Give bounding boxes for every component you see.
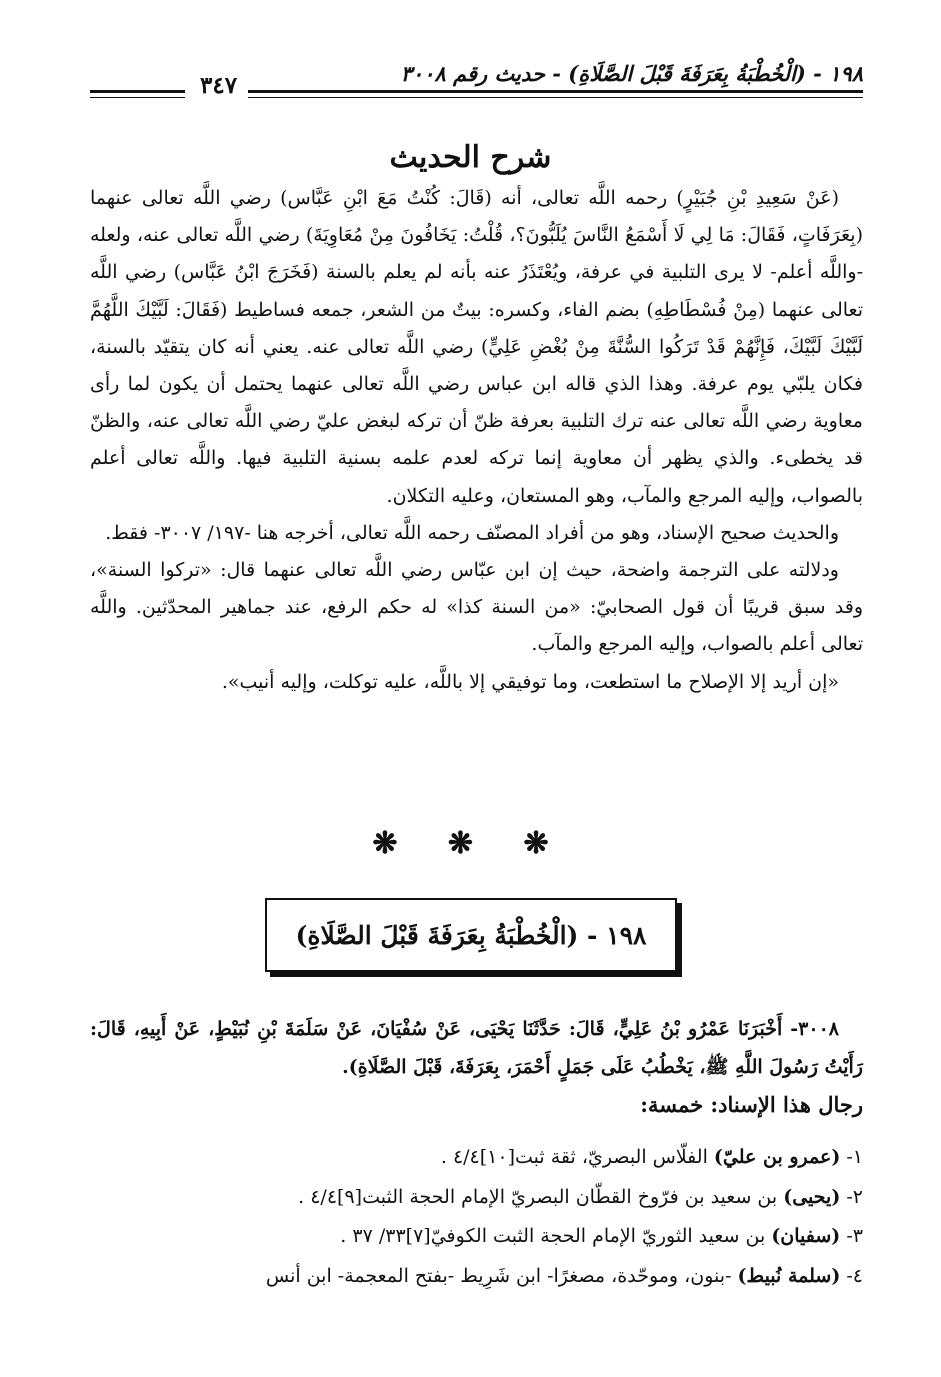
narrator-name: (يحيى) bbox=[783, 1185, 841, 1208]
narrator-name: (عمرو بن عليّ) bbox=[713, 1146, 841, 1168]
commentary-paragraph-3: ودلالته على الترجمة واضحة، حيث إن ابن عبّاس رضي اللَّه تعالى عنهما قال: «تركوا السنة»، وقد سبق قريبًا أن قول الصحابيّ: «من السنة كذا» له حكم الرفع، عند جماهير المحدّثين. واللَّه تعالى أعلم بالصواب، وإليه المرجع والمآب. bbox=[90, 559, 863, 656]
narrator-number: ٢- bbox=[840, 1185, 863, 1208]
narrators-heading: رجال هذا الإسناد: خمسة: bbox=[640, 1092, 863, 1117]
header-rule-long bbox=[248, 90, 863, 98]
narrator-item bbox=[90, 1138, 863, 1178]
narrator-name: (سلمة نُبيط) bbox=[737, 1264, 841, 1287]
narrator-number: ١- bbox=[840, 1146, 863, 1168]
commentary-paragraph-4: «إن أريد إلا الإصلاح ما استطعت، وما توفيقي إلا باللَّه، عليه توكلت، وإليه أنيب». bbox=[221, 670, 839, 693]
hadith-block bbox=[90, 1010, 863, 1086]
page-number: ٣٤٧ bbox=[200, 72, 238, 99]
hadith-text: ٣٠٠٨- أَخْبَرَنَا عَمْرُو بْنُ عَلِيٍّ، قَالَ: حَدَّثَنَا يَحْيَى، عَنْ سُفْيَانَ، عَنْ سَلَمَةَ بْنِ نُبَيْطٍ، عَنْ أَبِيهِ، قَالَ: رَأَيْتُ رَسُولَ اللَّهِ ﷺ، يَخْطُبُ عَلَى جَمَلٍ أَحْمَرَ، بِعَرَفَةَ، قَبْلَ الصَّلَاةِ). bbox=[90, 1018, 863, 1078]
chapter-heading-box bbox=[265, 898, 677, 972]
running-title: ١٩٨ - (الْخُطْبَةُ بِعَرَفَةَ قَبْلَ الصَّلَاةِ) - حديث رقم ٣٠٠٨ bbox=[400, 61, 863, 86]
narrator-item bbox=[90, 1178, 863, 1218]
narrator-item bbox=[90, 1217, 863, 1257]
narrator-description: الفلّاس البصريّ، ثقة ثبت[١٠]٤/٤ . bbox=[440, 1146, 714, 1168]
section-title: شرح الحديث bbox=[389, 140, 552, 175]
narrator-number: ٣- bbox=[840, 1225, 863, 1247]
narrators-list bbox=[90, 1138, 863, 1296]
section-separator: ❋ ❋ ❋ bbox=[372, 826, 569, 861]
narrator-description: -بنون، وموحّدة، مصغرًا- ابن شَرِيط -بفتح المعجمة- ابن أنس bbox=[265, 1264, 738, 1287]
narrator-item bbox=[90, 1257, 863, 1297]
commentary-paragraph-1: (عَنْ سَعِيدِ بْنِ جُبَيْرٍ) رحمه اللَّه تعالى، أنه (قَالَ: كُنْتُ مَعَ ابْنِ عَبَّاس) رضي اللَّه تعالى عنهما (بِعَرَفَاتٍ، فَقَالَ: مَا لِي لَا أَسْمَعُ النَّاسَ يُلَبُّونَ؟، قُلْتُ: يَخَافُونَ مِنْ مُعَاوِيَةَ) رضي اللَّه تعالى عنه، ولعله -واللَّه أعلم- لا يرى التلبية في عرفة، ويُعْتَذَرُ عنه بأنه لم يعلم بالسنة (فَخَرَجَ ابْنُ عَبَّاس) رضي اللَّه تعالى عنهما (مِنْ فُسْطَاطِهِ) بضم الفاء، وكسره: بيتٌ من الشعر، جمعه فساطيط (فَقَالَ: لَبَّيْكَ اللَّهُمَّ لَبَّيْكَ لَبَّيْكَ، فَإِنَّهُمْ قَدْ تَرَكُوا السُّنَّةَ مِنْ بُغْضِ عَلِيٍّ) رضي اللَّه تعالى عنه. يعني أنه كان يتقيّد بالسنة، فكان يلبّي يوم عرفة. وهذا الذي قاله ابن عباس رضي اللَّه تعالى عنهما يحتمل أن يكون لما رأى معاوية رضي اللَّه تعالى عنه ترك التلبية بعرفة ظنّ أن تركه لبغض عليّ رضي اللَّه تعالى عنه، والظنّ قد يخطىء. والذي يظهر أن معاوية إنما تركه لعدم علمه بسنية التلبية فيها. واللَّه تعالى أعلم بالصواب، وإليه المرجع والمآب، وهو المستعان، وعليه التكلان. bbox=[90, 187, 863, 507]
narrator-name: (سفيان) bbox=[771, 1225, 841, 1247]
narrator-description: بن سعيد الثوريّ الإمام الحجة الثبت الكوفيّ[٧]٣٣/ ٣٧ . bbox=[340, 1225, 772, 1247]
commentary-body bbox=[90, 180, 863, 701]
header-rule-short bbox=[90, 90, 185, 98]
commentary-paragraph-2: والحديث صحيح الإسناد، وهو من أفراد المصنّف رحمه اللَّه تعالى، أخرجه هنا -١٩٧/ ٣٠٠٧- فقط. bbox=[105, 521, 839, 544]
chapter-title: ١٩٨ - (الْخُطْبَةُ بِعَرَفَةَ قَبْلَ الصَّلَاةِ) bbox=[295, 920, 647, 950]
narrator-number: ٤- bbox=[840, 1264, 863, 1287]
narrator-description: بن سعيد بن فرّوخ القطّان البصريّ الإمام الحجة الثبت[٩]٤/٤ . bbox=[298, 1185, 784, 1208]
